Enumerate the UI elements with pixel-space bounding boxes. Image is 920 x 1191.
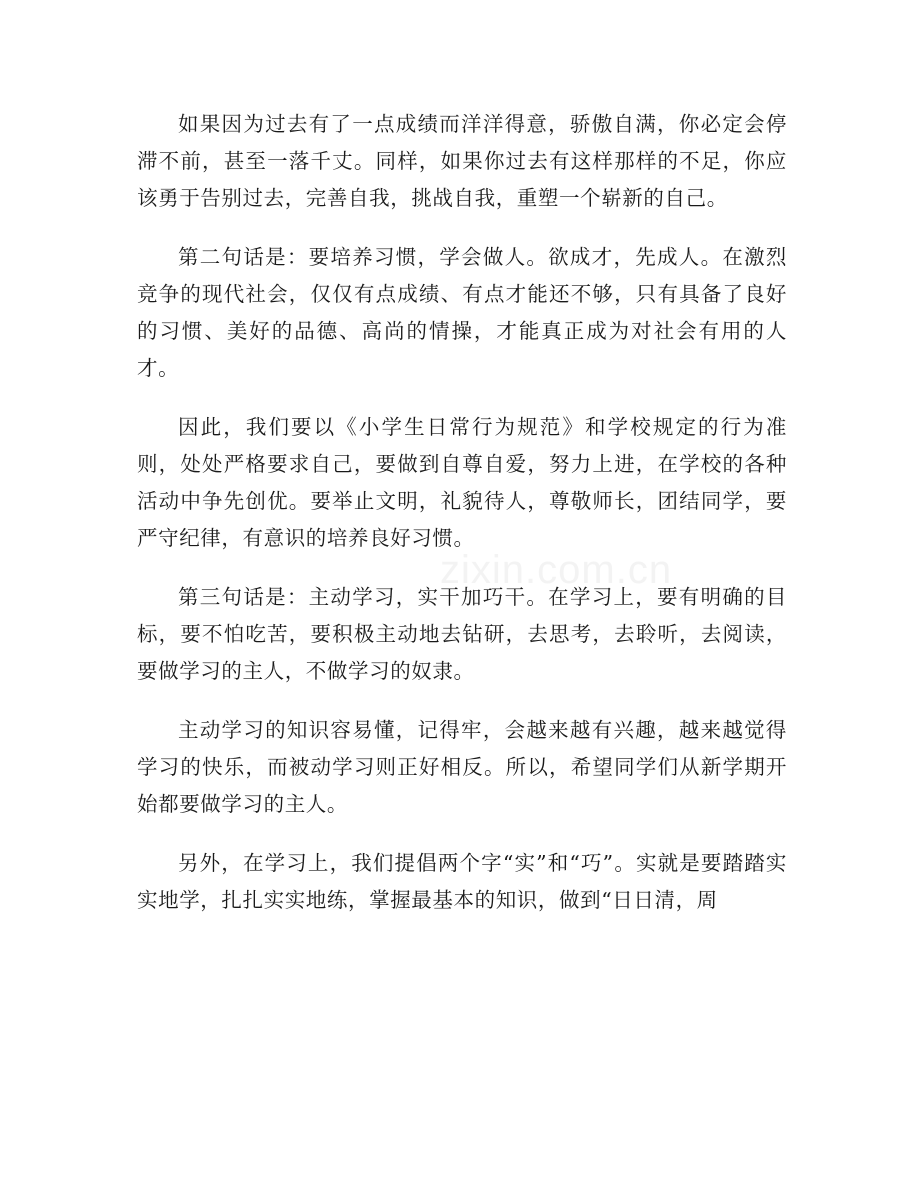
paragraph-2: 第二句话是：要培养习惯，学会做人。欲成才，先成人。在激烈竞争的现代社会，仅仅有点成绩、有点才能还不够，只有具备了良好的习惯、美好的品德、高尚的情操，才能真正成为对社会有用的人才。 — [137, 245, 787, 380]
paragraph-5: 主动学习的知识容易懂，记得牢，会越来越有兴趣，越来越觉得学习的快乐，而被动学习则正好相反。所以，希望同学们从新学期开始都要做学习的主人。 — [137, 718, 787, 816]
document-body — [137, 106, 787, 941]
paragraph-1: 如果因为过去有了一点成绩而洋洋得意，骄傲自满，你必定会停滞不前，甚至一落千丈。同样，如果你过去有这样那样的不足，你应该勇于告别过去，完善自我，挑战自我，重塑一个崭新的自己。 — [137, 112, 787, 210]
paragraph-3: 因此，我们要以《小学生日常行为规范》和学校规定的行为准则，处处严格要求自己，要做到自尊自爱，努力上进，在学校的各种活动中争先创优。要举止文明，礼貌待人，尊敬师长，团结同学，要严守纪律，有意识的培养良好习惯。 — [137, 415, 787, 550]
watermark: zixin.com.cn — [440, 548, 673, 592]
paragraph-4: 第三句话是：主动学习，实干加巧干。在学习上，要有明确的目标，要不怕吃苦，要积极主动地去钻研，去思考，去聆听，去阅读，要做学习的主人，不做学习的奴隶。 — [137, 585, 787, 683]
paragraph-6: 另外，在学习上，我们提倡两个字“实”和“巧”。实就是要踏踏实实地学，扎扎实实地练，掌握最基本的知识，做到“日日清，周 — [137, 851, 787, 912]
